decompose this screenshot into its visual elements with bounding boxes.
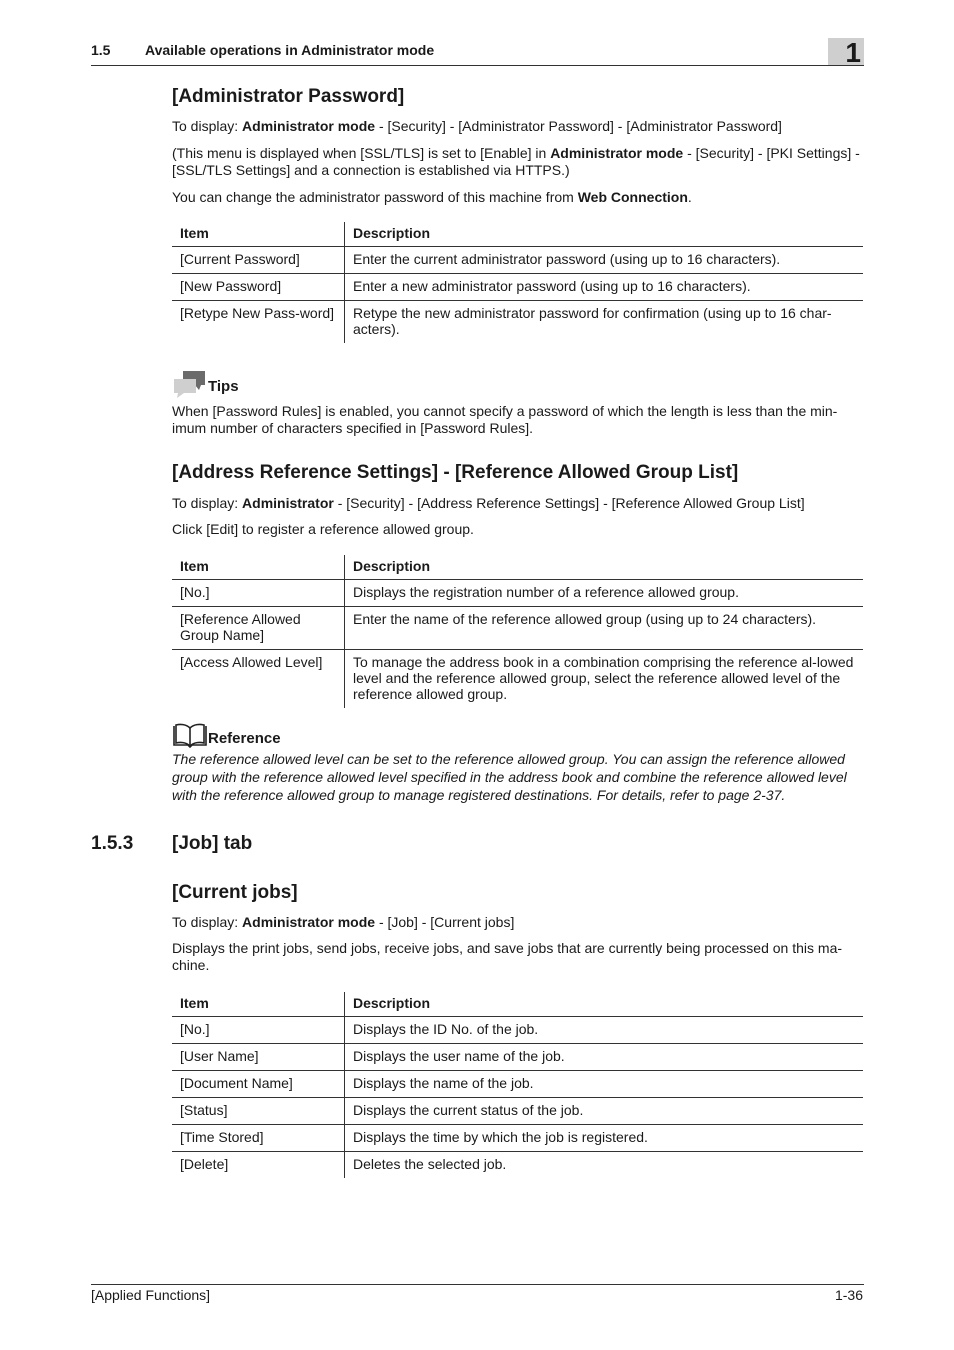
table-cell-item: [No.] <box>172 580 345 607</box>
table-cell-item: [Status] <box>172 1098 345 1125</box>
tips-text: When [Password Rules] is enabled, you cannot specify a password of which the length is less than the min-imum number of characters specified in [Password Rules]. <box>172 403 838 436</box>
table-row <box>172 1044 863 1071</box>
admin-password-display-path: To display: Administrator mode - [Security] - [Administrator Password] - [Administrator Password] <box>172 118 782 134</box>
section-title: Available operations in Administrator mode <box>145 42 435 58</box>
admin-password-table <box>172 222 863 343</box>
table-cell-description: Displays the user name of the job. <box>345 1044 864 1071</box>
table-cell-item: [Time Stored] <box>172 1125 345 1152</box>
table-cell-description: Displays the name of the job. <box>345 1071 864 1098</box>
footer-page-number: 1-36 <box>834 1287 863 1303</box>
book-icon <box>172 722 208 748</box>
column-header-item: Item <box>172 992 345 1017</box>
table-cell-item: [Retype New Pass-word] <box>172 301 345 344</box>
table-cell-description: Retype the new administrator password for confirmation (using up to 16 char-acters). <box>353 305 832 337</box>
address-reference-click-note: Click [Edit] to register a reference allowed group. <box>172 521 474 537</box>
table-cell-description: To manage the address book in a combination comprising the reference al-lowed level and the reference allowed group, select the reference allowed level of the reference allowed group. <box>353 654 854 702</box>
job-tab-section-number: 1.5.3 <box>91 833 134 854</box>
table-header-row <box>172 222 863 247</box>
reference-group-table <box>172 555 863 708</box>
footer-divider <box>91 1284 864 1285</box>
current-jobs-description: Displays the print jobs, send jobs, receive jobs, and save jobs that are currently being processed on this ma-chine. <box>172 940 843 973</box>
column-header-description: Description <box>345 555 864 580</box>
table-row <box>172 1071 863 1098</box>
table-cell-description: Enter the current administrator password (using up to 16 characters). <box>345 247 864 274</box>
table-cell-description: Displays the time by which the job is registered. <box>345 1125 864 1152</box>
table-cell-description: Displays the ID No. of the job. <box>345 1017 864 1044</box>
tips-icon <box>173 371 207 399</box>
table-row <box>172 580 863 607</box>
table-cell-item: [No.] <box>172 1017 345 1044</box>
table-cell-description: Enter the name of the reference allowed group (using up to 24 characters). <box>345 607 864 650</box>
reference-title: Reference <box>208 730 281 747</box>
table-cell-description: Displays the current status of the job. <box>345 1098 864 1125</box>
admin-password-change-note: You can change the administrator password of this machine from Web Connection. <box>172 189 692 205</box>
table-row <box>172 247 863 274</box>
table-header-row <box>172 555 863 580</box>
column-header-description: Description <box>345 992 864 1017</box>
address-reference-heading: [Address Reference Settings] - [Reference Allowed Group List] <box>172 462 739 483</box>
current-jobs-heading: [Current jobs] <box>172 882 298 903</box>
table-cell-description: Enter a new administrator password (using up to 16 characters). <box>345 274 864 301</box>
job-tab-section-title: [Job] tab <box>172 833 253 854</box>
table-row <box>172 650 863 709</box>
chapter-number: 1 <box>845 37 861 68</box>
header-divider <box>91 65 864 66</box>
table-row <box>172 301 863 344</box>
table-cell-item: [New Password] <box>172 274 345 301</box>
table-cell-item: [Document Name] <box>172 1071 345 1098</box>
column-header-item: Item <box>172 222 345 247</box>
reference-text: The reference allowed level can be set to the reference allowed group. You can assign the reference allowed group with the reference allowed level specified in the address book and combine the reference allowed level with the reference allowed group to manage registered destinations. For details, refer to page 2-37. <box>172 751 847 803</box>
table-row <box>172 1017 863 1044</box>
table-row <box>172 1098 863 1125</box>
table-row <box>172 274 863 301</box>
admin-password-heading: [Administrator Password] <box>172 86 405 107</box>
table-cell-description: Deletes the selected job. <box>353 1156 507 1172</box>
table-row <box>172 1125 863 1152</box>
column-header-item: Item <box>172 555 345 580</box>
table-cell-item: [Current Password] <box>172 247 345 274</box>
table-cell-item: [Delete] <box>172 1152 345 1179</box>
footer-manual-title: [Applied Functions] <box>91 1287 211 1303</box>
column-header-description: Description <box>345 222 864 247</box>
current-jobs-table <box>172 992 863 1178</box>
current-jobs-display-path: To display: Administrator mode - [Job] - [Current jobs] <box>172 914 515 930</box>
table-row <box>172 1152 863 1179</box>
table-cell-item: [Reference Allowed Group Name] <box>172 607 345 650</box>
table-cell-item: [Access Allowed Level] <box>172 650 345 709</box>
admin-password-condition: (This menu is displayed when [SSL/TLS] is set to [Enable] in Administrator mode - [Security] - [PKI Settings] - [SSL/TLS Settings] and a connection is established via HTTPS.) <box>172 145 860 178</box>
address-reference-display-path: To display: Administrator - [Security] - [Address Reference Settings] - [Reference Allowed Group List] <box>172 495 805 511</box>
tips-title: Tips <box>208 378 239 395</box>
section-number: 1.5 <box>91 42 111 58</box>
table-cell-description: Displays the registration number of a reference allowed group. <box>345 580 864 607</box>
table-header-row <box>172 992 863 1017</box>
table-row <box>172 607 863 650</box>
table-cell-item: [User Name] <box>172 1044 345 1071</box>
